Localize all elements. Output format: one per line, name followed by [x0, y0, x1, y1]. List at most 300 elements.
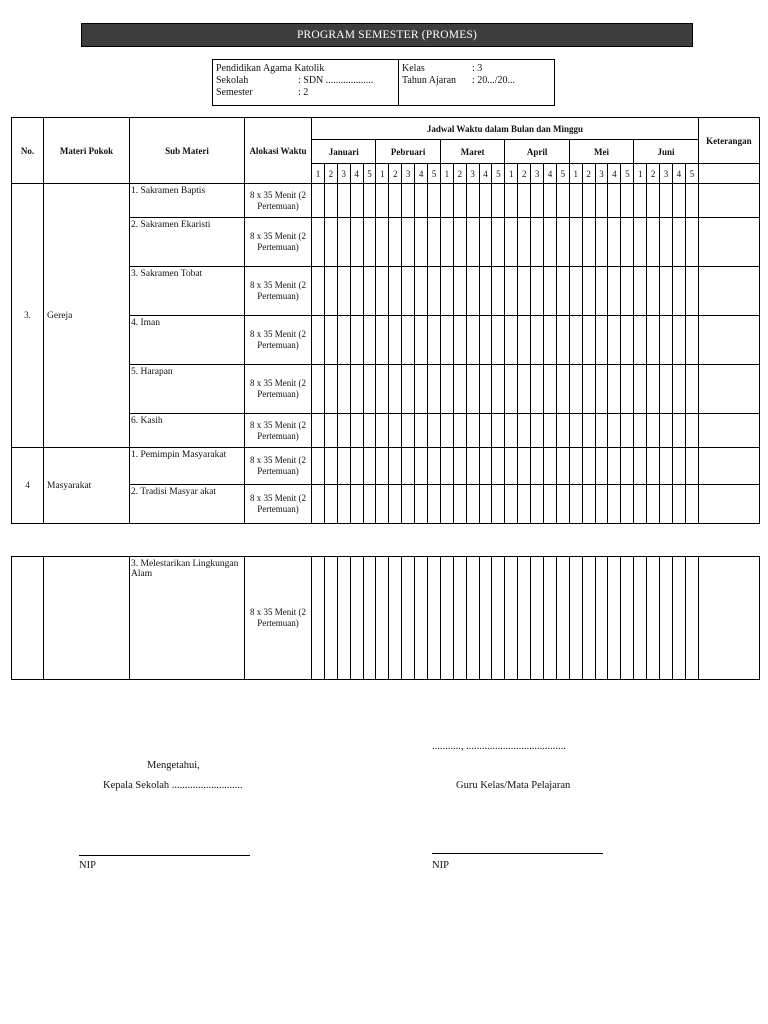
- week-cell: [634, 414, 647, 448]
- week-cell: [595, 485, 608, 524]
- header-materi-pokok: Materi Pokok: [44, 118, 130, 184]
- week-cell: [453, 557, 466, 680]
- week-cell: [376, 316, 389, 365]
- week-cell: [428, 218, 441, 267]
- week-cell: [582, 557, 595, 680]
- week-number: 5: [428, 164, 441, 184]
- week-cell: [608, 316, 621, 365]
- week-cell: [415, 184, 428, 218]
- alokasi-waktu: 8 x 35 Menit (2 Pertemuan): [245, 414, 312, 448]
- semester-label: Semester: [216, 87, 253, 98]
- week-cell: [440, 184, 453, 218]
- week-number: 2: [389, 164, 402, 184]
- week-number: 5: [363, 164, 376, 184]
- week-cell: [505, 184, 518, 218]
- week-cell: [685, 184, 698, 218]
- keterangan-cell: [698, 365, 759, 414]
- week-cell: [660, 267, 673, 316]
- row-number: 3.: [12, 184, 44, 448]
- week-cell: [415, 448, 428, 485]
- week-cell: [440, 218, 453, 267]
- week-cell: [363, 485, 376, 524]
- week-cell: [479, 218, 492, 267]
- nip-right: NIP: [432, 860, 449, 871]
- sub-materi: 6. Kasih: [130, 414, 245, 448]
- week-number: 2: [647, 164, 660, 184]
- week-cell: [621, 267, 634, 316]
- week-cell: [685, 557, 698, 680]
- week-cell: [350, 218, 363, 267]
- week-cell: [453, 316, 466, 365]
- week-cell: [660, 316, 673, 365]
- week-cell: [531, 316, 544, 365]
- row-number-blank: [12, 557, 44, 680]
- header-alokasi-waktu: Alokasi Waktu: [245, 118, 312, 184]
- week-cell: [428, 316, 441, 365]
- week-cell: [595, 267, 608, 316]
- week-cell: [660, 448, 673, 485]
- month-header: Januari: [312, 140, 376, 164]
- week-cell: [569, 316, 582, 365]
- sub-materi: 3. Sakramen Tobat: [130, 267, 245, 316]
- week-cell: [660, 365, 673, 414]
- week-cell: [660, 485, 673, 524]
- week-cell: [402, 414, 415, 448]
- week-number: 1: [634, 164, 647, 184]
- week-cell: [337, 184, 350, 218]
- place-date: ..........., ......................................: [432, 741, 566, 752]
- week-cell: [556, 485, 569, 524]
- week-cell: [376, 365, 389, 414]
- week-number: 2: [518, 164, 531, 184]
- week-number: 1: [376, 164, 389, 184]
- week-cell: [428, 557, 441, 680]
- week-cell: [621, 448, 634, 485]
- week-cell: [672, 485, 685, 524]
- promes-table-continued: [11, 556, 760, 680]
- week-number: 3: [466, 164, 479, 184]
- alokasi-waktu: 8 x 35 Menit (2 Pertemuan): [245, 218, 312, 267]
- week-cell: [569, 184, 582, 218]
- week-cell: [647, 414, 660, 448]
- kelas-value: : 3: [472, 63, 483, 74]
- keterangan-cell: [698, 267, 759, 316]
- alokasi-waktu: 8 x 35 Menit (2 Pertemuan): [245, 448, 312, 485]
- week-cell: [595, 557, 608, 680]
- week-cell: [544, 414, 557, 448]
- week-cell: [453, 267, 466, 316]
- keterangan-cell: [698, 316, 759, 365]
- week-cell: [634, 184, 647, 218]
- week-cell: [440, 414, 453, 448]
- week-cell: [389, 365, 402, 414]
- month-header: Pebruari: [376, 140, 440, 164]
- week-cell: [376, 414, 389, 448]
- week-cell: [376, 267, 389, 316]
- month-header: April: [505, 140, 569, 164]
- week-number: 4: [350, 164, 363, 184]
- mengetahui-label: Mengetahui,: [147, 760, 200, 771]
- week-cell: [312, 184, 325, 218]
- week-cell: [492, 414, 505, 448]
- tahun-ajaran-value: : 20.../20...: [472, 75, 516, 86]
- week-cell: [634, 316, 647, 365]
- materi-pokok: Masyarakat: [44, 448, 130, 524]
- week-cell: [518, 184, 531, 218]
- week-cell: [531, 448, 544, 485]
- week-cell: [312, 414, 325, 448]
- week-cell: [685, 485, 698, 524]
- week-cell: [569, 267, 582, 316]
- week-cell: [492, 267, 505, 316]
- week-cell: [324, 485, 337, 524]
- week-cell: [312, 448, 325, 485]
- week-cell: [531, 485, 544, 524]
- week-cell: [505, 414, 518, 448]
- week-cell: [415, 557, 428, 680]
- week-cell: [582, 267, 595, 316]
- week-cell: [544, 557, 557, 680]
- week-cell: [402, 267, 415, 316]
- week-cell: [492, 448, 505, 485]
- week-cell: [531, 184, 544, 218]
- week-cell: [608, 267, 621, 316]
- week-cell: [337, 316, 350, 365]
- row-number: 4: [12, 448, 44, 524]
- week-cell: [479, 184, 492, 218]
- week-cell: [415, 267, 428, 316]
- week-cell: [415, 218, 428, 267]
- week-cell: [582, 414, 595, 448]
- week-cell: [415, 365, 428, 414]
- week-cell: [466, 414, 479, 448]
- week-cell: [660, 218, 673, 267]
- week-cell: [466, 267, 479, 316]
- keterangan-cell: [698, 448, 759, 485]
- week-cell: [556, 218, 569, 267]
- sub-materi: 2. Tradisi Masyar akat: [130, 485, 245, 524]
- week-cell: [634, 448, 647, 485]
- week-cell: [621, 365, 634, 414]
- week-cell: [569, 557, 582, 680]
- week-cell: [569, 414, 582, 448]
- week-cell: [492, 316, 505, 365]
- week-number: 3: [337, 164, 350, 184]
- week-cell: [518, 448, 531, 485]
- week-cell: [518, 316, 531, 365]
- week-cell: [660, 184, 673, 218]
- week-cell: [531, 414, 544, 448]
- alokasi-waktu: 8 x 35 Menit (2 Pertemuan): [245, 267, 312, 316]
- week-cell: [466, 218, 479, 267]
- week-cell: [415, 485, 428, 524]
- week-number: 4: [672, 164, 685, 184]
- week-cell: [453, 218, 466, 267]
- week-cell: [492, 218, 505, 267]
- info-right: [399, 60, 518, 105]
- week-cell: [440, 316, 453, 365]
- week-cell: [544, 184, 557, 218]
- week-cell: [466, 485, 479, 524]
- week-cell: [479, 557, 492, 680]
- week-cell: [337, 448, 350, 485]
- school-info-box: [212, 59, 555, 106]
- week-cell: [479, 365, 492, 414]
- week-cell: [556, 267, 569, 316]
- week-cell: [337, 485, 350, 524]
- week-cell: [647, 218, 660, 267]
- week-cell: [363, 557, 376, 680]
- week-cell: [466, 365, 479, 414]
- week-cell: [337, 414, 350, 448]
- sub-materi: 3. Melestarikan Lingkungan Alam: [130, 557, 245, 680]
- week-cell: [672, 184, 685, 218]
- alokasi-waktu: 8 x 35 Menit (2 Pertemuan): [245, 184, 312, 218]
- week-cell: [621, 485, 634, 524]
- week-cell: [440, 267, 453, 316]
- week-cell: [556, 184, 569, 218]
- week-number: 5: [621, 164, 634, 184]
- week-cell: [402, 218, 415, 267]
- sub-materi: 1. Sakramen Baptis: [130, 184, 245, 218]
- sekolah-value: : SDN ...................: [298, 75, 374, 86]
- week-cell: [582, 485, 595, 524]
- week-cell: [479, 485, 492, 524]
- week-cell: [402, 448, 415, 485]
- week-cell: [479, 267, 492, 316]
- week-cell: [376, 485, 389, 524]
- week-cell: [415, 316, 428, 365]
- week-cell: [324, 365, 337, 414]
- keterangan-cell: [698, 184, 759, 218]
- alokasi-waktu: 8 x 35 Menit (2 Pertemuan): [245, 485, 312, 524]
- week-cell: [312, 365, 325, 414]
- week-cell: [531, 267, 544, 316]
- week-number: 1: [312, 164, 325, 184]
- week-cell: [492, 485, 505, 524]
- week-cell: [363, 316, 376, 365]
- month-header: Maret: [440, 140, 504, 164]
- week-number: 3: [402, 164, 415, 184]
- week-cell: [402, 365, 415, 414]
- week-cell: [505, 218, 518, 267]
- week-cell: [556, 414, 569, 448]
- week-cell: [544, 316, 557, 365]
- week-cell: [337, 365, 350, 414]
- week-cell: [453, 365, 466, 414]
- week-cell: [337, 218, 350, 267]
- week-cell: [582, 316, 595, 365]
- week-cell: [389, 316, 402, 365]
- materi-pokok: Gereja: [44, 184, 130, 448]
- week-number: 4: [608, 164, 621, 184]
- week-cell: [556, 365, 569, 414]
- week-cell: [312, 267, 325, 316]
- week-cell: [505, 485, 518, 524]
- week-cell: [569, 218, 582, 267]
- week-number: 2: [453, 164, 466, 184]
- week-cell: [531, 557, 544, 680]
- week-cell: [492, 557, 505, 680]
- week-cell: [608, 184, 621, 218]
- header-no: No.: [12, 118, 44, 184]
- week-cell: [492, 184, 505, 218]
- kelas-label: Kelas: [402, 63, 425, 74]
- week-number: 1: [440, 164, 453, 184]
- week-cell: [569, 485, 582, 524]
- tahun-ajaran-label: Tahun Ajaran: [402, 75, 457, 86]
- week-cell: [647, 184, 660, 218]
- week-cell: [453, 414, 466, 448]
- week-cell: [634, 485, 647, 524]
- week-cell: [505, 365, 518, 414]
- week-cell: [389, 557, 402, 680]
- week-cell: [440, 365, 453, 414]
- week-cell: [518, 218, 531, 267]
- week-cell: [389, 184, 402, 218]
- week-cell: [634, 267, 647, 316]
- signature-line-left: [79, 855, 250, 856]
- week-number: 2: [324, 164, 337, 184]
- week-cell: [672, 414, 685, 448]
- alokasi-waktu: 8 x 35 Menit (2 Pertemuan): [245, 365, 312, 414]
- week-cell: [363, 414, 376, 448]
- week-cell: [440, 485, 453, 524]
- week-cell: [466, 184, 479, 218]
- week-cell: [647, 267, 660, 316]
- week-cell: [569, 365, 582, 414]
- week-cell: [312, 557, 325, 680]
- week-cell: [428, 184, 441, 218]
- week-cell: [672, 557, 685, 680]
- week-cell: [608, 414, 621, 448]
- week-cell: [621, 316, 634, 365]
- week-cell: [350, 485, 363, 524]
- week-cell: [389, 485, 402, 524]
- week-cell: [428, 485, 441, 524]
- week-cell: [363, 267, 376, 316]
- week-cell: [518, 267, 531, 316]
- week-number: 5: [556, 164, 569, 184]
- week-cell: [350, 414, 363, 448]
- nip-left: NIP: [79, 860, 96, 871]
- week-cell: [505, 557, 518, 680]
- week-cell: [595, 316, 608, 365]
- sub-materi: 2. Sakramen Ekaristi: [130, 218, 245, 267]
- week-cell: [647, 316, 660, 365]
- week-cell: [466, 557, 479, 680]
- week-cell: [428, 414, 441, 448]
- week-cell: [621, 218, 634, 267]
- week-cell: [608, 365, 621, 414]
- week-cell: [595, 184, 608, 218]
- week-cell: [634, 557, 647, 680]
- week-cell: [531, 218, 544, 267]
- week-cell: [350, 557, 363, 680]
- week-cell: [595, 365, 608, 414]
- week-cell: [685, 267, 698, 316]
- alokasi-waktu: 8 x 35 Menit (2 Pertemuan): [245, 557, 312, 680]
- week-cell: [363, 184, 376, 218]
- week-cell: [479, 316, 492, 365]
- week-cell: [608, 485, 621, 524]
- week-number: 4: [415, 164, 428, 184]
- week-cell: [685, 448, 698, 485]
- week-cell: [376, 557, 389, 680]
- week-cell: [685, 365, 698, 414]
- info-left: [213, 60, 399, 105]
- week-cell: [350, 267, 363, 316]
- week-cell: [595, 448, 608, 485]
- week-cell: [376, 448, 389, 485]
- keterangan-cell: [698, 485, 759, 524]
- week-cell: [544, 365, 557, 414]
- week-cell: [595, 218, 608, 267]
- week-cell: [428, 267, 441, 316]
- week-cell: [634, 365, 647, 414]
- week-cell: [428, 448, 441, 485]
- week-cell: [647, 485, 660, 524]
- promes-table: [11, 117, 760, 524]
- week-cell: [363, 448, 376, 485]
- week-cell: [518, 365, 531, 414]
- week-cell: [440, 448, 453, 485]
- week-cell: [672, 448, 685, 485]
- week-cell: [479, 448, 492, 485]
- week-cell: [324, 557, 337, 680]
- week-cell: [337, 557, 350, 680]
- week-cell: [685, 218, 698, 267]
- week-cell: [337, 267, 350, 316]
- week-cell: [672, 365, 685, 414]
- week-cell: [608, 218, 621, 267]
- week-cell: [324, 267, 337, 316]
- week-cell: [672, 316, 685, 365]
- week-cell: [556, 448, 569, 485]
- week-number: 2: [582, 164, 595, 184]
- week-cell: [324, 414, 337, 448]
- table-row: [12, 448, 760, 485]
- week-cell: [453, 485, 466, 524]
- keterangan-cell: [698, 557, 759, 680]
- week-cell: [479, 414, 492, 448]
- week-cell: [672, 218, 685, 267]
- week-cell: [350, 184, 363, 218]
- week-cell: [505, 448, 518, 485]
- week-cell: [621, 557, 634, 680]
- week-cell: [428, 365, 441, 414]
- week-number: 3: [660, 164, 673, 184]
- semester-value: : 2: [298, 87, 309, 98]
- week-cell: [402, 316, 415, 365]
- document-title: PROGRAM SEMESTER (PROMES): [81, 23, 693, 47]
- week-cell: [518, 414, 531, 448]
- week-cell: [608, 448, 621, 485]
- week-cell: [324, 184, 337, 218]
- week-cell: [647, 448, 660, 485]
- week-cell: [350, 365, 363, 414]
- week-cell: [402, 184, 415, 218]
- week-cell: [466, 316, 479, 365]
- week-cell: [660, 414, 673, 448]
- week-cell: [582, 218, 595, 267]
- week-cell: [518, 557, 531, 680]
- week-cell: [312, 218, 325, 267]
- week-cell: [544, 448, 557, 485]
- week-cell: [324, 316, 337, 365]
- month-header: Mei: [569, 140, 633, 164]
- week-cell: [466, 448, 479, 485]
